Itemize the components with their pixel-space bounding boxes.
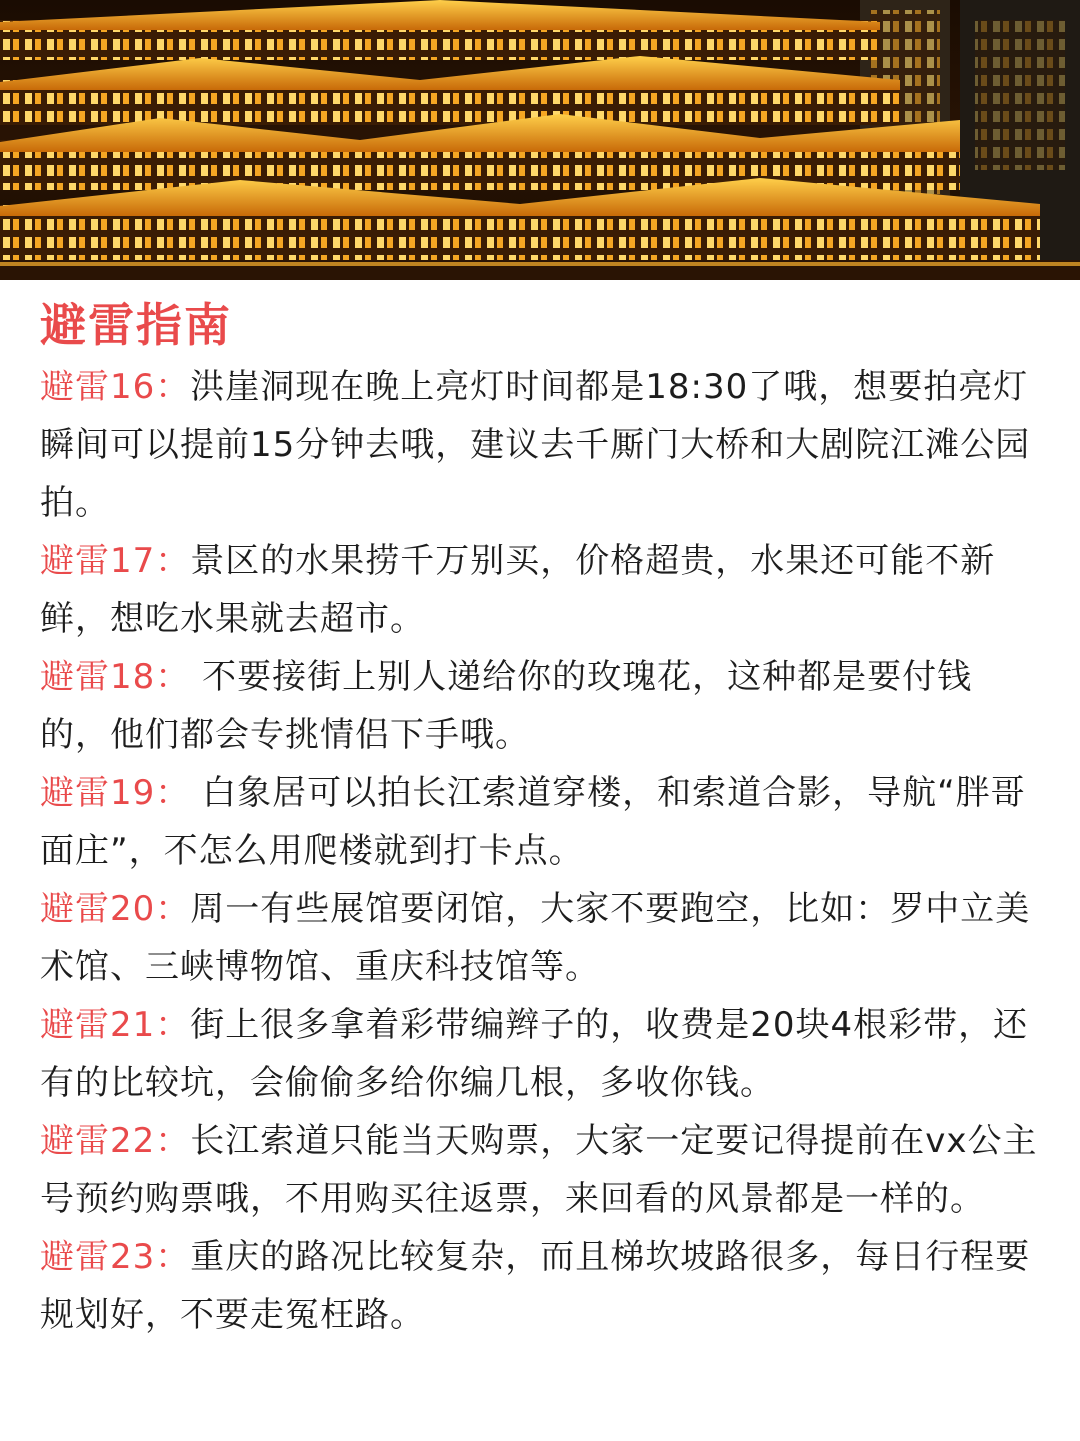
page-title: 避雷指南 <box>40 298 232 352</box>
tip-label: 避雷22： <box>40 1121 191 1161</box>
illuminated-stilt-houses-illustration <box>0 0 1080 280</box>
tip-item <box>40 358 1040 532</box>
tip-item <box>40 764 1040 880</box>
tip-label: 避雷23： <box>40 1237 191 1277</box>
tip-label: 避雷19： <box>40 773 191 813</box>
tip-label: 避雷17： <box>40 541 191 581</box>
tip-text: 周一有些展馆要闭馆，大家不要跑空，比如：罗中立美术馆、三峡博物馆、重庆科技馆等。 <box>40 889 1031 987</box>
tip-text: 重庆的路况比较复杂，而且梯坎坡路很多，每日行程要规划好，不要走冤枉路。 <box>40 1237 1031 1335</box>
tip-item <box>40 648 1040 764</box>
guide-content <box>0 280 1080 1344</box>
tip-item <box>40 1228 1040 1344</box>
tip-text: 长江索道只能当天购票，大家一定要记得提前在vx公主号预约购票哦，不用购买往返票，来回看的风景都是一样的。 <box>40 1121 1038 1219</box>
tip-text: 景区的水果捞千万别买，价格超贵，水果还可能不新鲜，想吃水果就去超市。 <box>40 541 996 639</box>
tip-item <box>40 532 1040 648</box>
tip-label: 避雷21： <box>40 1005 191 1045</box>
tip-label: 避雷16： <box>40 367 191 407</box>
tip-text: 洪崖洞现在晚上亮灯时间都是18:30了哦，想要拍亮灯瞬间可以提前15分钟去哦，建议去千厮门大桥和大剧院江滩公园拍。 <box>40 367 1031 523</box>
tip-item <box>40 996 1040 1112</box>
tip-text: 白象居可以拍长江索道穿楼，和索道合影，导航“胖哥面庄”，不怎么用爬楼就到打卡点。 <box>40 773 1026 871</box>
hero-night-building-photo <box>0 0 1080 280</box>
tip-item <box>40 880 1040 996</box>
tip-text: 街上很多拿着彩带编辫子的，收费是20块4根彩带，还有的比较坑，会偷偷多给你编几根，多收你钱。 <box>40 1005 1029 1103</box>
tip-item <box>40 1112 1040 1228</box>
tip-text: 不要接街上别人递给你的玫瑰花，这种都是要付钱的，他们都会专挑情侣下手哦。 <box>40 657 973 755</box>
tip-label: 避雷20： <box>40 889 191 929</box>
tip-label: 避雷18： <box>40 657 191 697</box>
